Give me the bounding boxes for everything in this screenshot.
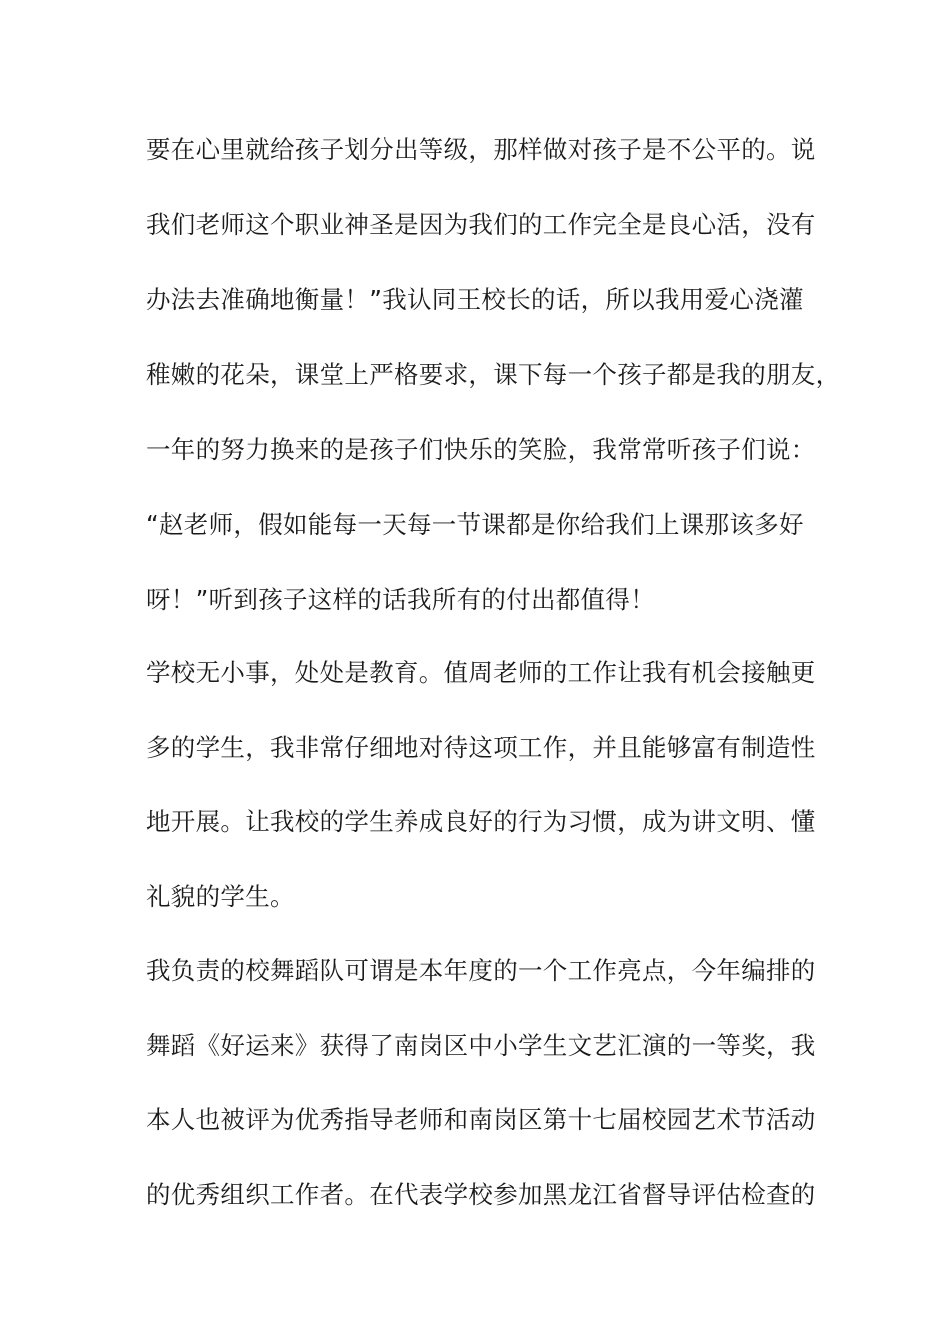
text-line: 办法去准确地衡量！”我认同王校长的话，所以我用爱心浇灌	[146, 285, 804, 314]
text-line: 舞蹈《好运来》获得了南岗区中小学生文艺汇演的一等奖，我	[146, 1031, 816, 1060]
text-line: 本人也被评为优秀指导老师和南岗区第十七届校园艺术节活动	[146, 1105, 816, 1134]
text-line: 地开展。让我校的学生养成良好的行为习惯，成为讲文明、懂	[146, 807, 816, 836]
text-line: “赵老师，假如能每一天每一节课都是你给我们上课那该多好	[146, 510, 804, 539]
text-line: 一年的努力换来的是孩子们快乐的笑脸，我常常听孩子们说：	[146, 435, 816, 464]
text-line: 的优秀组织工作者。在代表学校参加黑龙江省督导评估检查的	[146, 1180, 816, 1209]
text-line: 学校无小事，处处是教育。值周老师的工作让我有机会接触更	[146, 658, 816, 687]
text-line: 礼貌的学生。	[146, 882, 295, 911]
text-line: 多的学生，我非常仔细地对待这项工作，并且能够富有制造性	[146, 733, 816, 762]
text-line: 我负责的校舞蹈队可谓是本年度的一个工作亮点，今年编排的	[146, 956, 816, 985]
text-line: 我们老师这个职业神圣是因为我们的工作完全是良心活，没有	[146, 210, 816, 239]
text-line: 要在心里就给孩子划分出等级，那样做对孩子是不公平的。说	[146, 135, 816, 164]
text-line: 呀！”听到孩子这样的话我所有的付出都值得！	[146, 585, 655, 614]
text-line: 稚嫩的花朵，课堂上严格要求，课下每一个孩子都是我的朋友，	[146, 360, 841, 389]
